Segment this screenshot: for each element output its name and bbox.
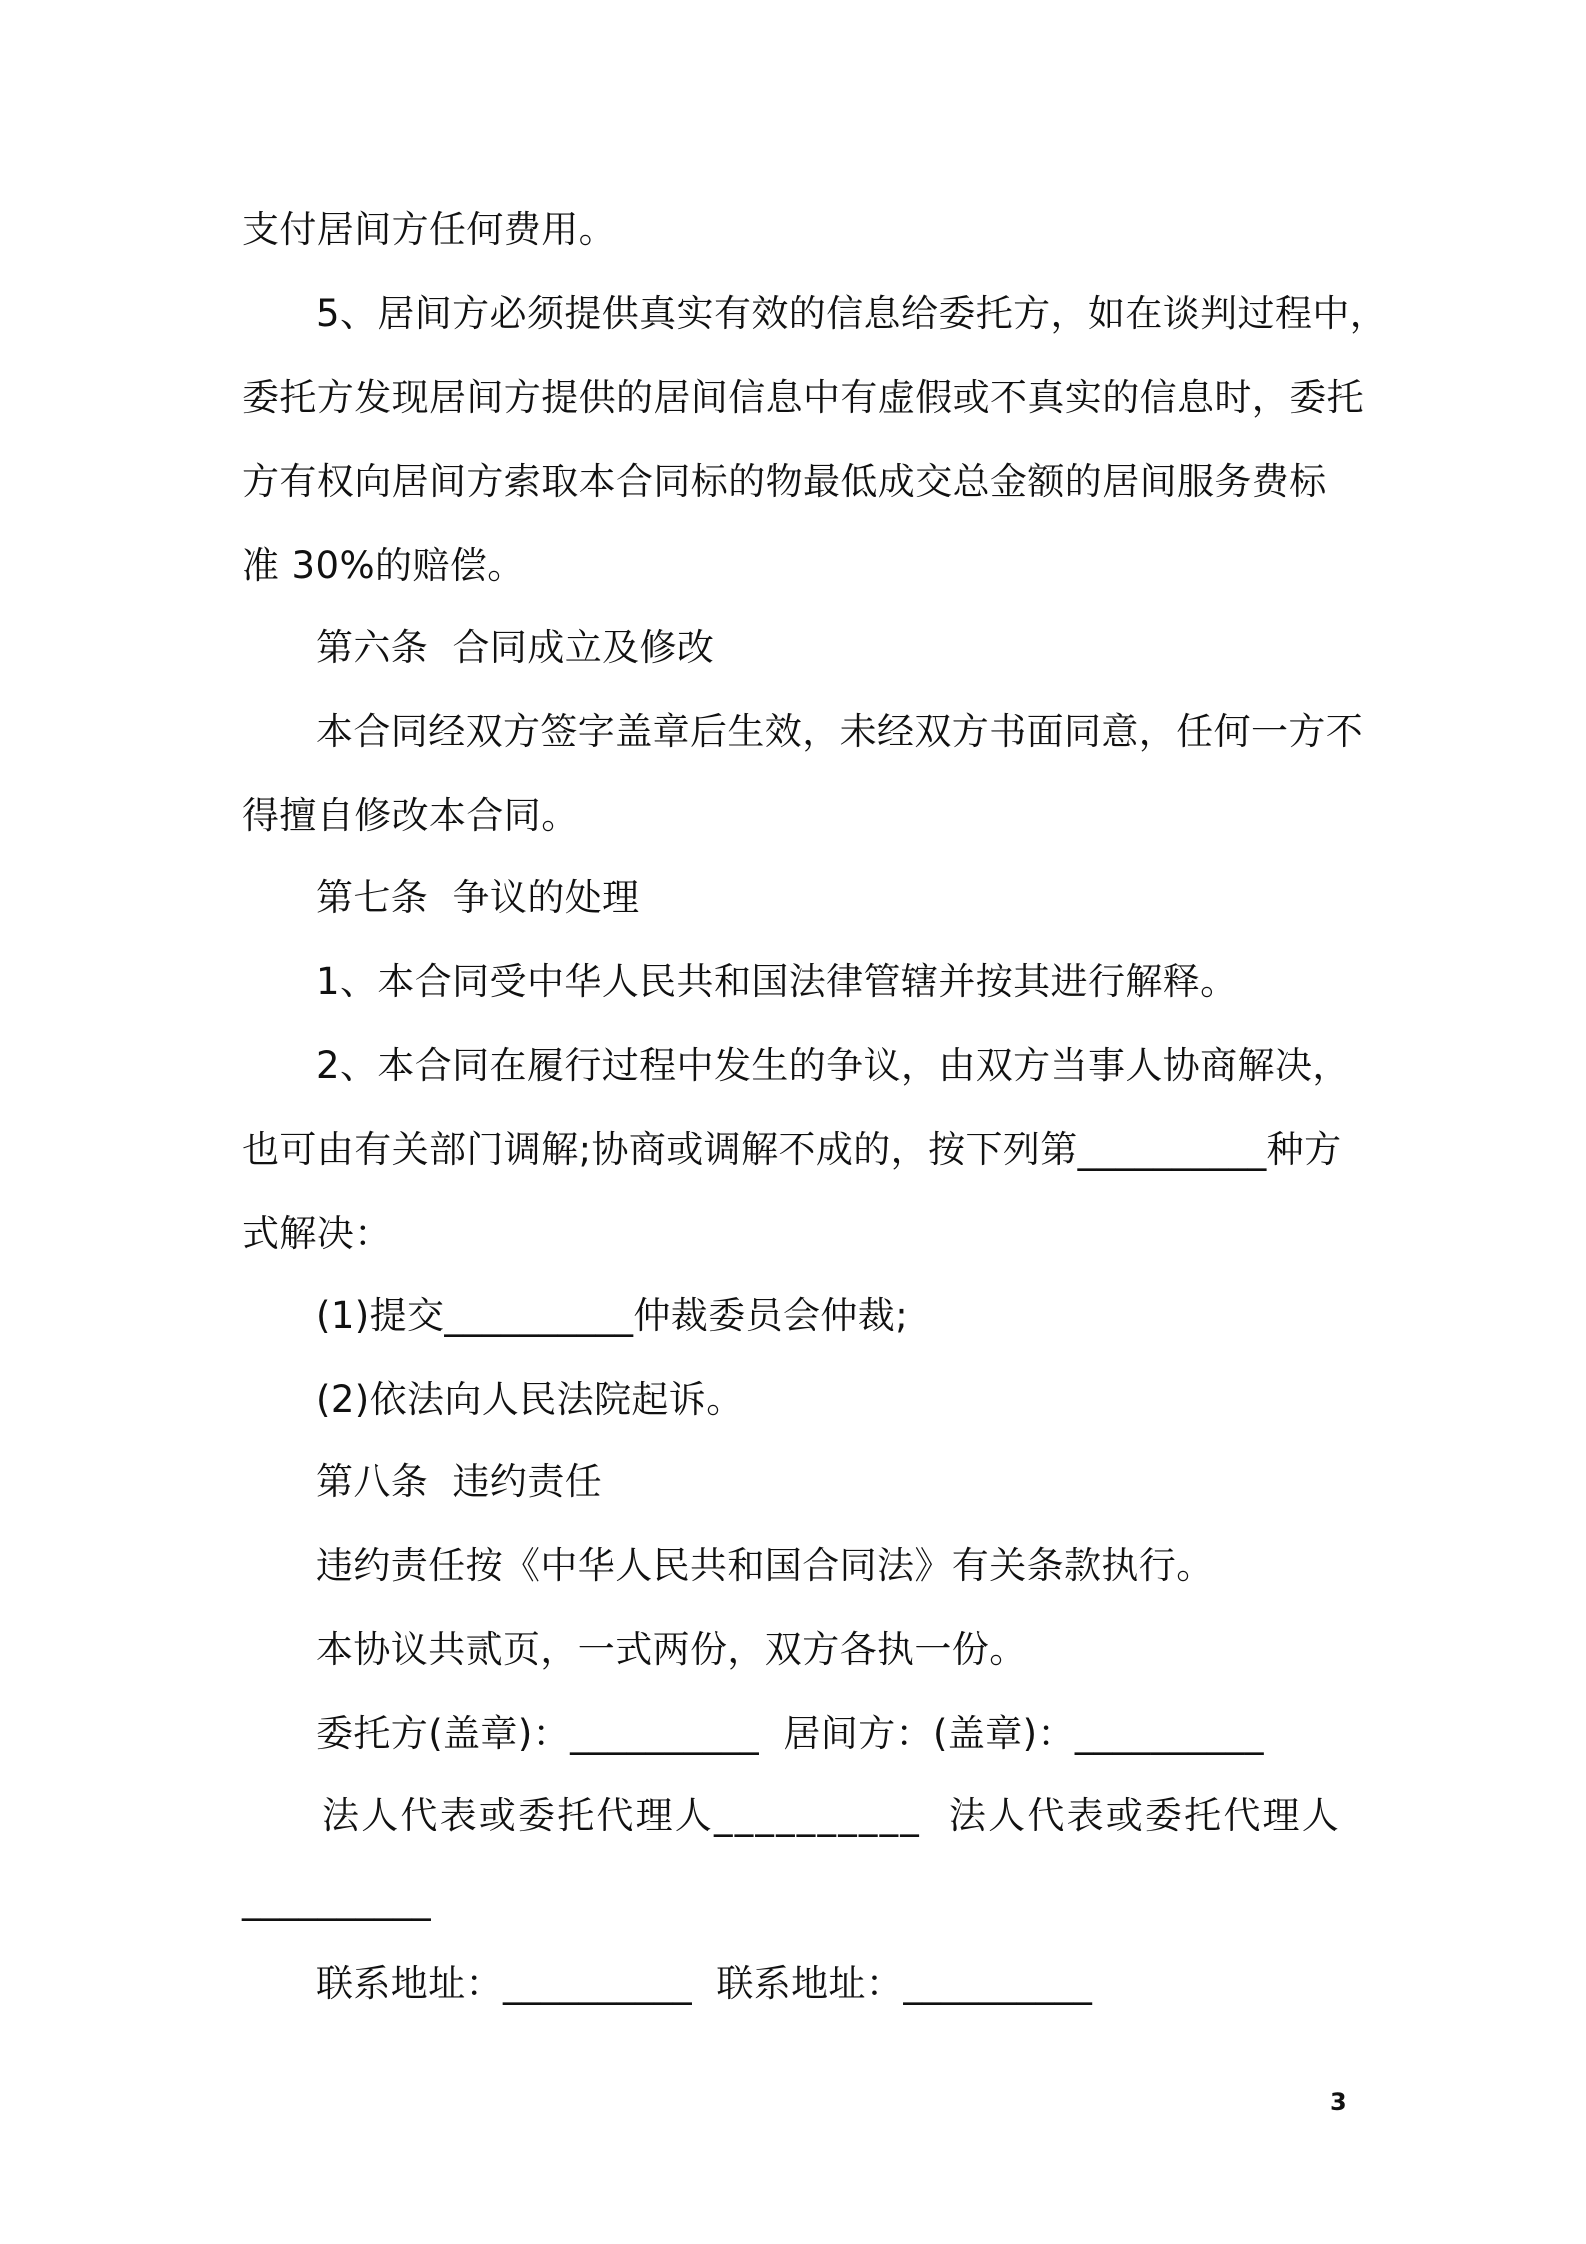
- text-line: (2)依法向人民法院起诉。: [316, 1378, 744, 1421]
- text-line: 得擅自修改本合同。: [242, 794, 579, 837]
- text-line: 式解决：: [242, 1212, 392, 1255]
- section-heading: 第八条 违约责任: [316, 1460, 603, 1503]
- text-line: 2、本合同在履行过程中发生的争议，由双方当事人协商解决，: [316, 1044, 1350, 1087]
- address-line: 联系地址：__________ 联系地址：__________: [316, 1962, 1093, 2005]
- section-heading: 第七条 争议的处理: [316, 876, 640, 919]
- text-line: 违约责任按《中华人民共和国合同法》有关条款执行。: [316, 1544, 1214, 1587]
- text-line: (1)提交__________仲裁委员会仲裁;: [316, 1294, 909, 1337]
- text-line: 本合同经双方签字盖章后生效，未经双方书面同意，任何一方不: [316, 710, 1364, 753]
- section-heading: 第六条 合同成立及修改: [316, 626, 715, 669]
- text-line: 准 30%的赔偿。: [242, 544, 525, 587]
- signature-line: 委托方(盖章)：__________ 居间方：(盖章)：__________: [316, 1712, 1264, 1755]
- text-line: 本协议共贰页，一式两份，双方各执一份。: [316, 1628, 1027, 1671]
- page-number: 3: [1330, 2088, 1347, 2116]
- text-line: 方有权向居间方索取本合同标的物最低成交总金额的居间服务费标: [242, 460, 1327, 503]
- signature-line: 法人代表或委托代理人__________ 法人代表或委托代理人: [322, 1794, 1341, 1837]
- text-line: 1、本合同受中华人民共和国法律管辖并按其进行解释。: [316, 960, 1238, 1003]
- signature-line: __________: [242, 1878, 431, 1921]
- text-line: 支付居间方任何费用。: [242, 208, 616, 251]
- text-line: 也可由有关部门调解;协商或调解不成的，按下列第__________种方: [242, 1128, 1342, 1171]
- text-line: 委托方发现居间方提供的居间信息中有虚假或不真实的信息时，委托: [242, 376, 1364, 419]
- text-line: 5、居间方必须提供真实有效的信息给委托方，如在谈判过程中，: [316, 292, 1388, 335]
